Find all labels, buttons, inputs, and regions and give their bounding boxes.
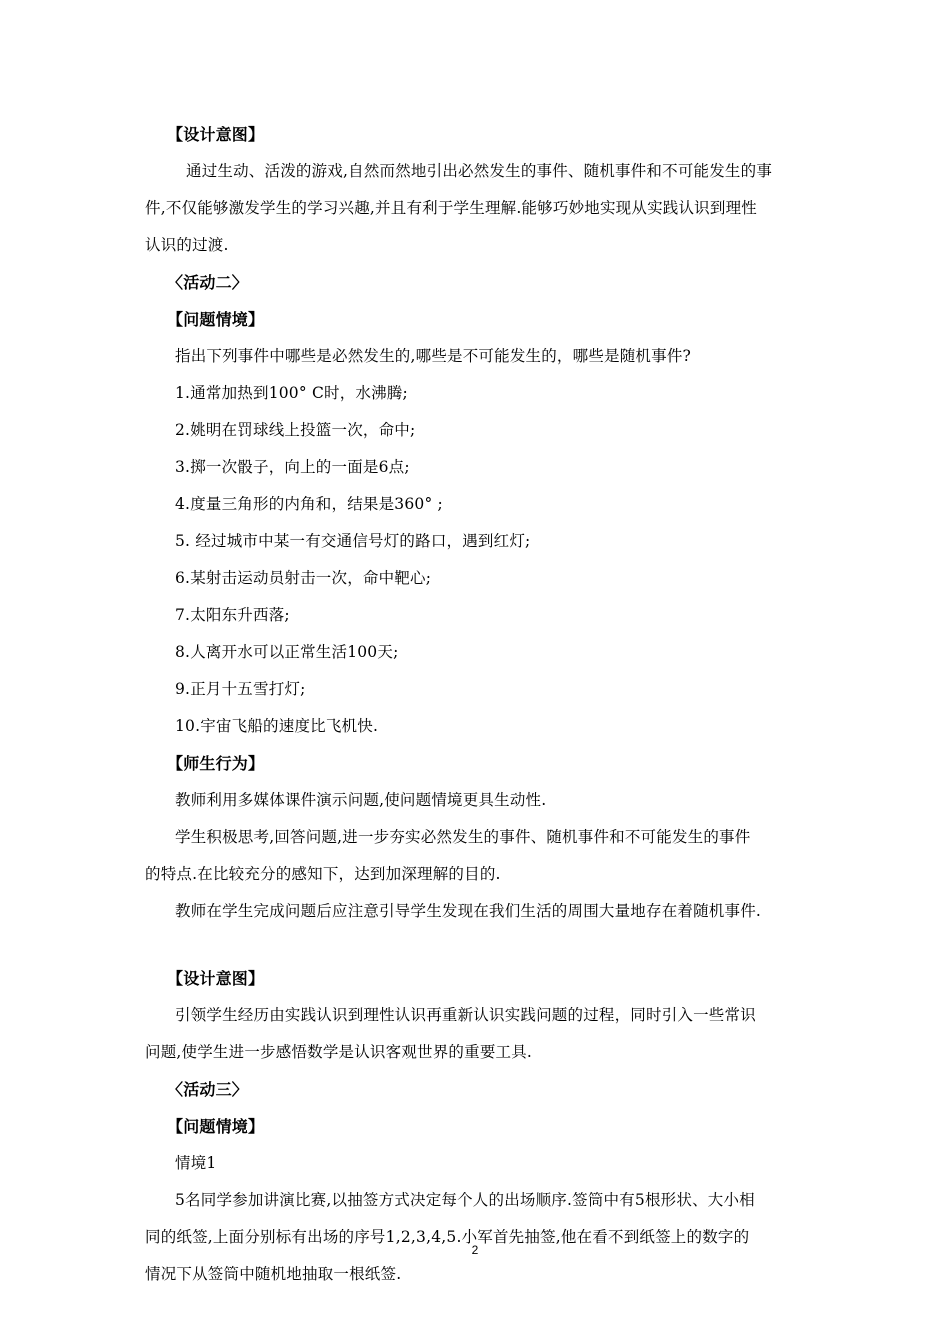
design-intent-heading: 【设计意图】 — [167, 969, 265, 988]
paragraph-line: 学生积极思考,回答问题,进一步夯实必然发生的事件、随机事件和不可能发生的事件 — [175, 828, 751, 846]
list-item: 2.姚明在罚球线上投篮一次，命中; — [175, 421, 416, 439]
list-item: 4.度量三角形的内角和，结果是360° ; — [175, 495, 443, 513]
list-item: 1.通常加热到100° C时，水沸腾; — [175, 384, 408, 402]
paragraph-line: 教师利用多媒体课件演示问题,使问题情境更具生动性. — [175, 791, 547, 809]
paragraph-line: 问题,使学生进一步感悟数学是认识客观世界的重要工具. — [145, 1043, 533, 1061]
paragraph-line: 通过生动、活泼的游戏,自然而然地引出必然发生的事件、随机事件和不可能发生的事 — [186, 162, 773, 180]
paragraph-line: 情况下从签筒中随机地抽取一根纸签. — [145, 1265, 402, 1283]
activity-title: 〈活动二〉 — [167, 273, 249, 292]
paragraph-line: 认识的过渡. — [145, 236, 229, 254]
list-item: 8.人离开水可以正常生活100天; — [175, 643, 399, 661]
paragraph-line: 件,不仅能够激发学生的学习兴趣,并且有利于学生理解.能够巧妙地实现从实践认识到理性 — [145, 199, 757, 217]
page-number: 2 — [471, 1243, 479, 1257]
section-spacer — [145, 930, 813, 960]
list-item: 7.太阳东升西落; — [175, 606, 290, 624]
list-item: 9.正月十五雪打灯; — [175, 680, 306, 698]
behavior-heading: 【师生行为】 — [167, 754, 265, 773]
list-item: 5. 经过城市中某一有交通信号灯的路口，遇到红灯; — [175, 532, 531, 550]
scenario-label: 情境1 — [175, 1154, 217, 1172]
paragraph-line: 引领学生经历由实践认识到理性认识再重新认识实践问题的过程，同时引入一些常识 — [175, 1006, 756, 1024]
problem-heading: 【问题情境】 — [167, 310, 265, 329]
problem-heading: 【问题情境】 — [167, 1117, 265, 1136]
paragraph-line: 教师在学生完成问题后应注意引导学生发现在我们生活的周围大量地存在着随机事件. — [175, 902, 762, 920]
activity-title: 〈活动三〉 — [167, 1080, 249, 1099]
list-item: 10.宇宙飞船的速度比飞机快. — [175, 717, 379, 735]
paragraph-line: 5名同学参加讲演比赛,以抽签方式决定每个人的出场顺序.签筒中有5根形状、大小相 — [175, 1191, 755, 1209]
list-item: 6.某射击运动员射击一次，命中靶心; — [175, 569, 432, 587]
document-body — [145, 116, 813, 1293]
design-intent-heading: 【设计意图】 — [167, 125, 265, 144]
list-item: 3.掷一次骰子，向上的一面是6点; — [175, 458, 410, 476]
problem-intro: 指出下列事件中哪些是必然发生的,哪些是不可能发生的，哪些是随机事件? — [175, 347, 692, 365]
paragraph-line: 同的纸签,上面分别标有出场的序号1,2,3,4,5.小军首先抽签,他在看不到纸签上的数字的 — [145, 1228, 750, 1246]
paragraph-line: 的特点.在比较充分的感知下，达到加深理解的目的. — [145, 865, 501, 883]
